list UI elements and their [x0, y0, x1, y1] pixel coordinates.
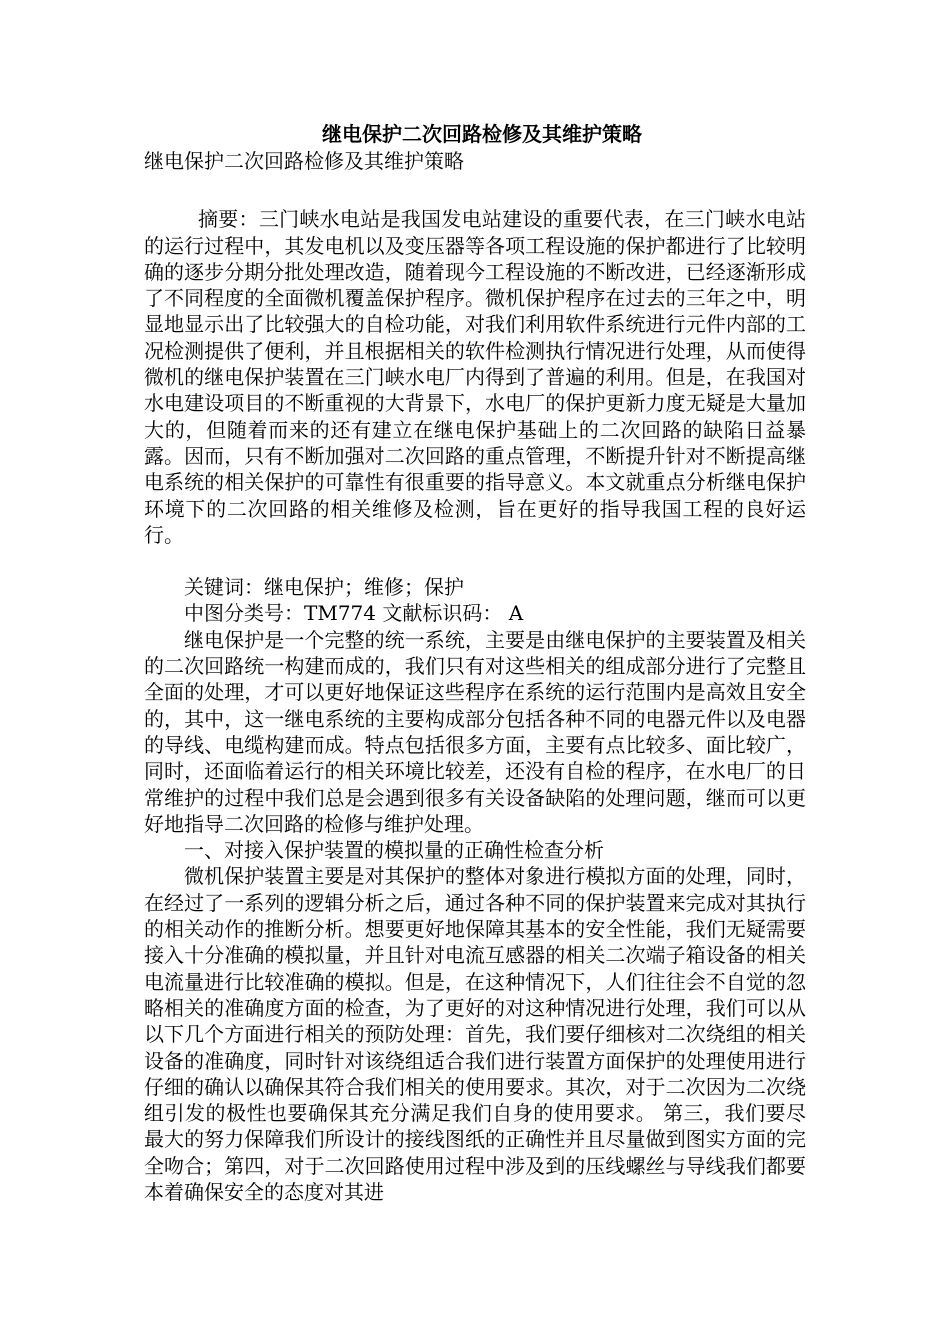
document-subtitle: 继电保护二次回路检修及其维护策略 — [144, 149, 464, 173]
abstract-paragraph: 摘要：三门峡水电站是我国发电站建设的重要代表，在三门峡水电站的运行过程中，其发电机以及变压器等各项工程设施的保护都进行了比较明确的逐步分期分批处理改造，随着现今工程设施的不断改进，已经逐渐形成了不同程度的全面微机覆盖保护程序。微机保护程序在过去的三年之中，明显地显示出了比较强大的自检功能，对我们利用软件系统进行元件内部的工况检测提供了便利，并且根据相关的软件检测执行情况进行处理，从而使得微机的继电保护装置在三门峡水电厂内得到了普遍的利用。但是，在我国对水电建设项目的不断重视的大背景下，水电厂的保护更新力度无疑是大量加大的，但随着而来的还有建立在继电保护基础上的二次回路的缺陷日益暴露。因而，只有不断加强对二次回路的重点管理，不断提升针对不断提高继电系统的相关保护的可靠性有很重要的指导意义。本文就重点分析继电保护环境下的二次回路的相关维修及检测，旨在更好的指导我国工程的良好运行。 — [144, 207, 806, 547]
keywords-line: 关键词：继电保护；维修；保护 — [184, 575, 464, 600]
classification-line: 中图分类号：TM774 文献标识码： A — [184, 601, 524, 626]
document-title: 继电保护二次回路检修及其维护策略 — [322, 122, 642, 146]
section-1-paragraph: 微机保护装置主要是对其保护的整体对象进行模拟方面的处理，同时，在经过了一系列的逻辑分析之后，通过各种不同的保护装置来完成对其执行的相关动作的推断分析。想要更好地保障其基本的安全性能，我们无疑需要接入十分准确的模拟量，并且针对电流互感器的相关二次端子箱设备的相关电流量进行比较准确的模拟。但是，在这种情况下，人们往往会不自觉的忽略相关的准确度方面的检查，为了更好的对这种情况进行处理，我们可以从以下几个方面进行相关的预防处理：首先，我们要仔细核对二次绕组的相关设备的准确度，同时针对该绕组适合我们进行装置方面保护的处理使用进行仔细的确认以确保其符合我们相关的使用要求。其次，对于二次因为二次绕组引发的极性也要确保其充分满足我们自身的使用要求。 第三，我们要尽最大的努力保障我们所设计的接线图纸的正确性并且尽量做到图实方面的完全吻合；第四，对于二次回路使用过程中涉及到的压线螺丝与导线我们都要本着确保安全的态度对其进 — [144, 864, 806, 1204]
paragraph-spacer — [144, 548, 806, 574]
document-body — [144, 120, 806, 1205]
intro-paragraph: 继电保护是一个完整的统一系统，主要是由继电保护的主要装置及相关的二次回路统一构建而成的，我们只有对这些相关的组成部分进行了完整且全面的处理，才可以更好地保证这些程序在系统的运行范围内是高效且安全的，其中，这一继电系统的主要构成部分包括各种不同的电器元件以及电器的导线、电缆构建而成。特点包括很多方面，主要有点比较多、面比较广，同时，还面临着运行的相关环境比较差，还没有自检的程序，在水电厂的日常维护的过程中我们总是会遇到很多有关设备缺陷的处理问题，继而可以更好地指导二次回路的检修与维护处理。 — [144, 627, 806, 836]
section-1-heading: 一、对接入保护装置的模拟量的正确性检查分析 — [184, 838, 604, 863]
